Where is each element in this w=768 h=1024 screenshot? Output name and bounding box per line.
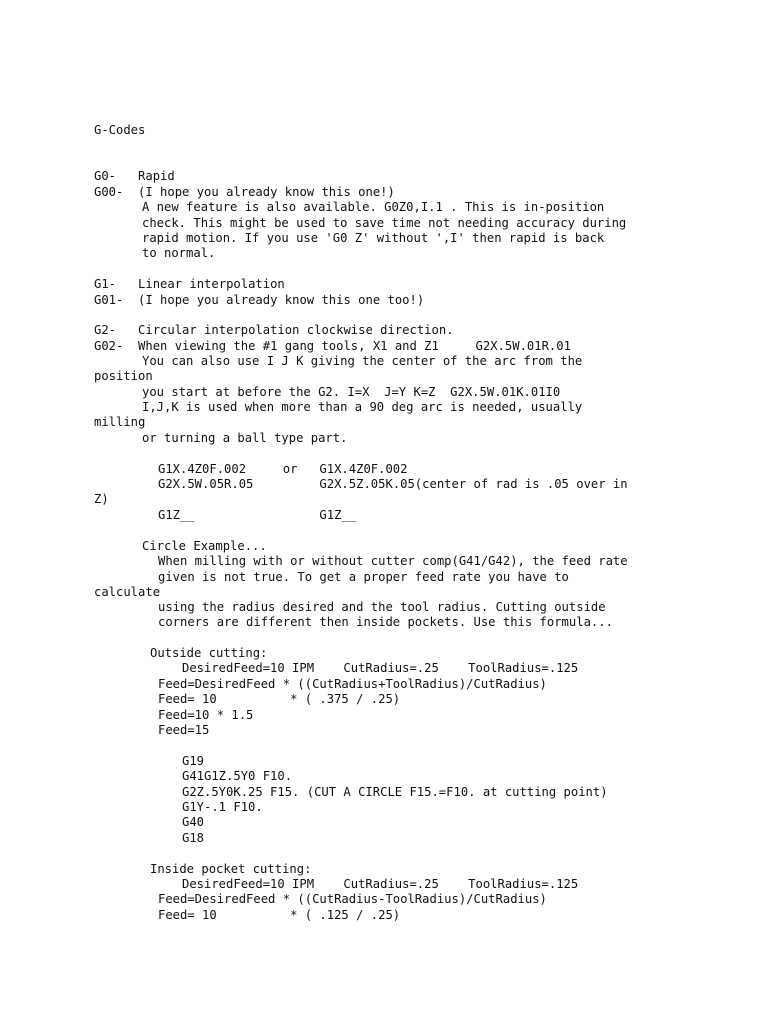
text-line: or turning a ball type part.	[142, 431, 348, 445]
text-line: G2Z.5Y0K.25 F15. (CUT A CIRCLE F15.=F10. at cutting point)	[182, 785, 608, 799]
text-line: G1Z__ G1Z__	[158, 508, 357, 522]
text-line: using the radius desired and the tool radius. Cutting outside	[158, 600, 606, 614]
text-line: A new feature is also available. G0Z0,I.1 . This is in-position	[142, 200, 605, 214]
text-line: position	[94, 369, 153, 383]
text-line: When milling with or without cutter comp(G41/G42), the feed rate	[158, 554, 628, 568]
text-line: G0- Rapid	[94, 169, 175, 183]
text-line: Inside pocket cutting:	[150, 862, 312, 876]
text-line: given is not true. To get a proper feed rate you have to	[158, 570, 569, 584]
text-line: G2X.5W.05R.05 G2X.5Z.05K.05(center of rad is .05 over in	[158, 477, 628, 491]
text-line: DesiredFeed=10 IPM CutRadius=.25 ToolRadius=.125	[182, 877, 579, 891]
text-line: calculate	[94, 585, 161, 599]
text-line: I,J,K is used when more than a 90 deg arc is needed, usually	[142, 400, 583, 414]
text-line: G01- (I hope you already know this one too!)	[94, 293, 425, 307]
text-line: G41G1Z.5Y0 F10.	[182, 769, 293, 783]
text-line: G2- Circular interpolation clockwise direction.	[94, 323, 454, 337]
text-line: check. This might be used to save time not needing accuracy during	[142, 216, 627, 230]
text-line: Feed=15	[158, 723, 210, 737]
text-line: corners are different then inside pockets. Use this formula...	[158, 615, 613, 629]
text-line: Outside cutting:	[150, 646, 268, 660]
text-line: G19	[182, 754, 205, 768]
text-line: to normal.	[142, 246, 216, 260]
text-line: G40	[182, 815, 205, 829]
text-line: rapid motion. If you use 'G0 Z' without ',I' then rapid is back	[142, 231, 605, 245]
text-line: Feed=DesiredFeed * ((CutRadius-ToolRadius)/CutRadius)	[158, 892, 547, 906]
text-line: G02- When viewing the #1 gang tools, X1 and Z1 G2X.5W.01R.01	[94, 339, 571, 353]
text-line: G1X.4Z0F.002 or G1X.4Z0F.002	[158, 462, 408, 476]
text-line: Z)	[94, 492, 109, 506]
text-line: G1- Linear interpolation	[94, 277, 285, 291]
text-line: you start at before the G2. I=X J=Y K=Z G2X.5W.01K.01I0	[142, 385, 561, 399]
text-line: G18	[182, 831, 205, 845]
text-line: milling	[94, 415, 146, 429]
text-line: DesiredFeed=10 IPM CutRadius=.25 ToolRadius=.125	[182, 661, 579, 675]
text-line: G00- (I hope you already know this one!)	[94, 185, 395, 199]
text-line: Feed= 10 * ( .125 / .25)	[158, 908, 401, 922]
text-line: Feed= 10 * ( .375 / .25)	[158, 692, 401, 706]
text-line: Circle Example...	[142, 539, 267, 553]
text-line: Feed=DesiredFeed * ((CutRadius+ToolRadius)/CutRadius)	[158, 677, 547, 691]
page-title: G-Codes	[94, 123, 146, 137]
text-line: G1Y-.1 F10.	[182, 800, 263, 814]
text-line: You can also use I J K giving the center of the arc from the	[142, 354, 583, 368]
text-line: Feed=10 * 1.5	[158, 708, 254, 722]
